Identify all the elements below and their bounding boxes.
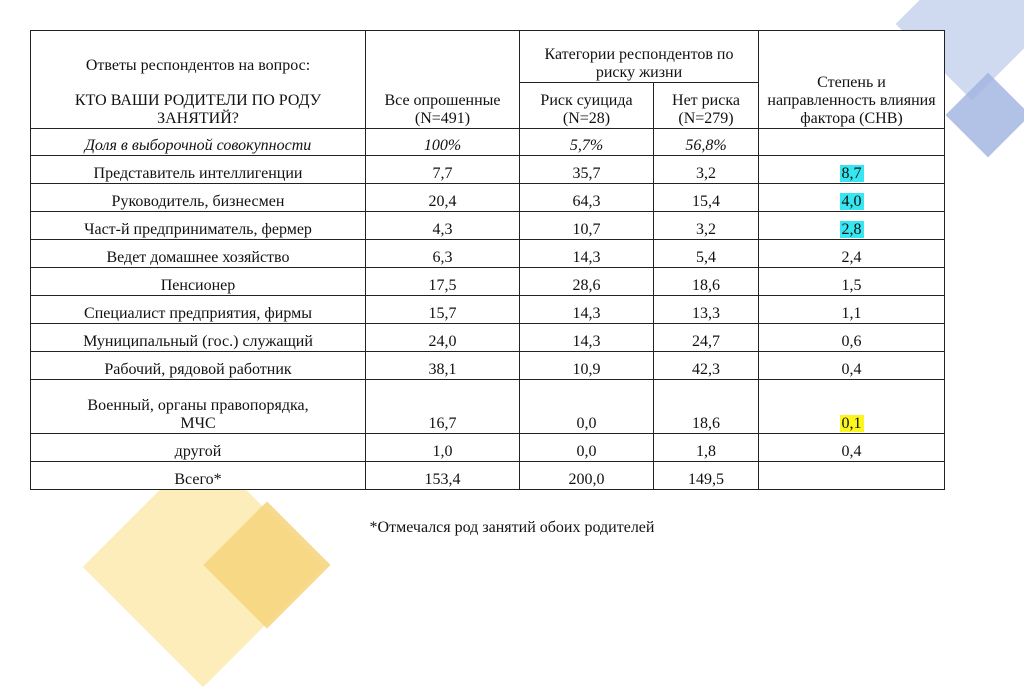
row-label-line1: Военный, органы правопорядка, — [87, 397, 309, 414]
norisk-n: (N=279) — [678, 110, 734, 127]
cell-risk: 0,0 — [520, 380, 654, 434]
cell-risk: 64,3 — [520, 184, 654, 212]
cell-influence — [759, 184, 945, 212]
cell-risk: 28,6 — [520, 268, 654, 296]
risk-header — [520, 83, 654, 129]
total-norisk: 149,5 — [654, 462, 759, 490]
cell-all: 24,0 — [366, 324, 520, 352]
cell-all: 6,3 — [366, 240, 520, 268]
cell-influence: 0,4 — [759, 434, 945, 462]
question-line2: КТО ВАШИ РОДИТЕЛИ ПО РОДУ ЗАНЯТИЙ? — [74, 92, 322, 127]
total-risk: 200,0 — [520, 462, 654, 490]
cell-norisk: 1,8 — [654, 434, 759, 462]
cell-norisk: 3,2 — [654, 156, 759, 184]
cell-risk: 35,7 — [520, 156, 654, 184]
share-all: 100% — [366, 129, 520, 156]
table-row — [31, 352, 945, 380]
row-label: Специалист предприятия, фирмы — [31, 296, 366, 324]
risk-label: Риск суицида — [540, 92, 633, 109]
cell-risk: 10,7 — [520, 212, 654, 240]
table-row — [31, 184, 945, 212]
cell-all: 20,4 — [366, 184, 520, 212]
row-label: Руководитель, бизнесмен — [31, 184, 366, 212]
table-row — [31, 156, 945, 184]
total-row — [31, 462, 945, 490]
table-row — [31, 212, 945, 240]
row-label: Ведет домашнее хозяйство — [31, 240, 366, 268]
all-surveyed-label: Все опрошенные — [384, 92, 501, 109]
cell-norisk: 15,4 — [654, 184, 759, 212]
question-line1: Ответы респондентов на вопрос: — [85, 57, 311, 74]
cell-risk: 14,3 — [520, 240, 654, 268]
cell-all: 1,0 — [366, 434, 520, 462]
cell-all: 16,7 — [366, 380, 520, 434]
cell-norisk: 13,3 — [654, 296, 759, 324]
table-row — [31, 268, 945, 296]
cell-norisk: 24,7 — [654, 324, 759, 352]
highlight-cyan: 8,7 — [841, 165, 862, 182]
cell-all: 4,3 — [366, 212, 520, 240]
cell-all: 38,1 — [366, 352, 520, 380]
cell-influence: 0,6 — [759, 324, 945, 352]
cell-influence: 1,5 — [759, 268, 945, 296]
categories-header: Категории респондентов по риску жизни — [520, 31, 759, 83]
cell-influence: 1,1 — [759, 296, 945, 324]
share-influence — [759, 129, 945, 156]
row-label: другой — [31, 434, 366, 462]
cell-risk: 14,3 — [520, 324, 654, 352]
cell-influence — [759, 380, 945, 434]
row-label: Представитель интеллигенции — [31, 156, 366, 184]
share-norisk: 56,8% — [654, 129, 759, 156]
header-row — [31, 31, 945, 83]
cell-all: 15,7 — [366, 296, 520, 324]
cell-risk: 14,3 — [520, 296, 654, 324]
row-label: Пенсионер — [31, 268, 366, 296]
cell-all: 17,5 — [366, 268, 520, 296]
table-row — [31, 434, 945, 462]
risk-n: (N=28) — [562, 110, 611, 127]
cell-norisk: 42,3 — [654, 352, 759, 380]
total-all: 153,4 — [366, 462, 520, 490]
all-surveyed-header — [366, 31, 520, 129]
cell-norisk: 5,4 — [654, 240, 759, 268]
total-label: Всего* — [31, 462, 366, 490]
survey-table — [30, 30, 945, 490]
cell-risk: 10,9 — [520, 352, 654, 380]
cell-risk: 0,0 — [520, 434, 654, 462]
highlight-yellow: 0,1 — [841, 415, 862, 432]
norisk-label: Нет риска — [672, 92, 740, 109]
all-surveyed-n: (N=491) — [414, 110, 471, 127]
norisk-header — [654, 83, 759, 129]
table-row — [31, 240, 945, 268]
table-row — [31, 324, 945, 352]
row-label — [31, 380, 366, 434]
cell-influence: 0,4 — [759, 352, 945, 380]
cell-all: 7,7 — [366, 156, 520, 184]
cell-norisk: 3,2 — [654, 212, 759, 240]
row-label: Рабочий, рядовой работник — [31, 352, 366, 380]
total-influence — [759, 462, 945, 490]
cell-norisk: 18,6 — [654, 268, 759, 296]
question-header — [31, 31, 366, 129]
cell-influence — [759, 156, 945, 184]
share-row — [31, 129, 945, 156]
cell-influence: 2,4 — [759, 240, 945, 268]
row-label: Муниципальный (гос.) служащий — [31, 324, 366, 352]
cell-influence — [759, 212, 945, 240]
highlight-cyan: 2,8 — [841, 221, 862, 238]
table-row — [31, 380, 945, 434]
share-label: Доля в выборочной совокупности — [31, 129, 366, 156]
cell-norisk: 18,6 — [654, 380, 759, 434]
table-row — [31, 296, 945, 324]
highlight-cyan: 4,0 — [841, 193, 862, 210]
share-risk: 5,7% — [520, 129, 654, 156]
row-label-line2: МЧС — [180, 415, 216, 432]
row-label: Част-й предприниматель, фермер — [31, 212, 366, 240]
footnote: *Отмечался род занятий обоих родителей — [369, 519, 655, 536]
influence-header: Степень и направленность влияния фактора (СНВ) — [759, 31, 945, 129]
